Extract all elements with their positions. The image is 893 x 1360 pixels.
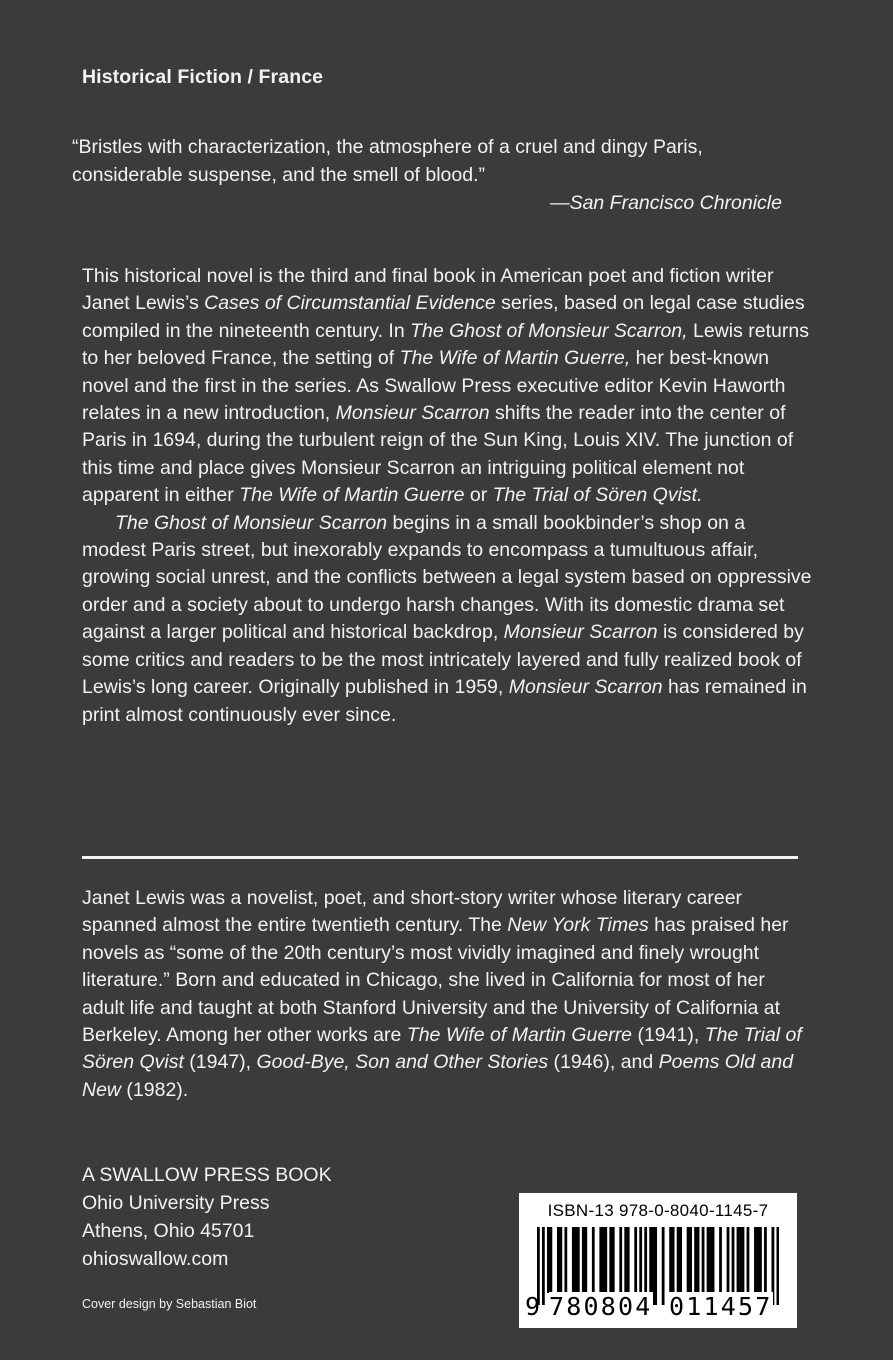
italic-title: Monsieur Scarron [503, 621, 658, 644]
barcode-first-digit: 9 [525, 1292, 541, 1321]
barcode-bar [694, 1227, 697, 1293]
isbn-label: ISBN-13 978-0-8040-1145-7 [547, 1201, 769, 1220]
quote-text: “Bristles with characterization, the atmosphere of a cruel and dingy Paris, considerable suspense, and the smell of blood.” [72, 136, 703, 186]
barcode-bar [737, 1227, 740, 1293]
barcode-bar [592, 1227, 595, 1293]
text-run: shifts the reader into the center of Paris in 1694, during the turbulent reign of the Sun King, Louis XIV. The junction of this time and place gives Monsieur Scarron an intriguing political element not apparent in either [82, 402, 794, 507]
barcode-bar [644, 1227, 647, 1293]
section-divider [82, 856, 798, 859]
italic-title: New York Times [507, 914, 649, 937]
barcode-bar [604, 1227, 607, 1293]
italic-title: Poems Old and New [82, 1051, 794, 1101]
quote-attribution [72, 189, 812, 217]
italic-title: The Ghost of Monsieur Scarron [115, 511, 388, 534]
barcode-bar [624, 1227, 627, 1293]
barcode-bar [612, 1227, 615, 1293]
barcode-bar [739, 1227, 742, 1293]
barcode-bar [702, 1227, 705, 1293]
barcode-bar [619, 1227, 622, 1293]
barcode-bar [549, 1227, 552, 1293]
barcode-bar [564, 1227, 567, 1293]
category-label: Historical Fiction / France [82, 66, 324, 88]
text-run: is considered by some critics and readers to be the most intricately layered and fully realized book of Lewis’s long career. Originally published in 1959, [82, 621, 804, 699]
barcode-bar [557, 1227, 560, 1293]
quote-dash: — [550, 192, 570, 214]
italic-title: The Wife of Martin Guerre [239, 484, 465, 507]
barcode-bar [559, 1227, 562, 1293]
text-run: has praised her novels as “some of the 20th century’s most vividly imagined and finely wrought literature.” Born and educated in Chicago, she lived in California for most of her adult life and taught at both Stanford University and the University of California at Berkeley. Among her other works are [82, 914, 789, 1047]
text-run: begins in a small bookbinder’s shop on a modest Paris street, but inexorably expands to encompass a tumultuous affair, growing social unrest, and the conflicts between a legal system based on oppressive order and a society about to undergo harsh changes. With its domestic drama set against a larger political and historical backdrop, [82, 511, 812, 644]
cover-design-credit: Cover design by Sebastian Biot [82, 1297, 257, 1311]
barcode-bar [689, 1227, 692, 1293]
barcode-bar [732, 1227, 735, 1293]
italic-title: The Trial of Sören Qvist [82, 1024, 802, 1074]
text-run: (1982). [121, 1078, 189, 1101]
barcode-bar [672, 1227, 675, 1293]
barcode-bar [759, 1227, 762, 1293]
barcode-bar [764, 1227, 767, 1293]
italic-title: The Ghost of Monsieur Scarron, [410, 319, 688, 342]
barcode-bar [754, 1227, 757, 1293]
text-run: (1946), and [548, 1051, 659, 1074]
barcode-bar [712, 1227, 715, 1293]
barcode-bar [599, 1227, 602, 1293]
italic-title: Cases of Circumstantial Evidence [204, 292, 496, 315]
barcode-bar [572, 1227, 575, 1293]
text-run: (1941), [632, 1024, 705, 1047]
barcode-bar [727, 1227, 730, 1293]
author-bio [82, 885, 812, 1104]
text-run: Lewis returns to her beloved France, the setting of [82, 319, 809, 370]
italic-title: The Trial of Sören Qvist. [492, 484, 703, 507]
barcode-left-digits: 780804 [549, 1292, 653, 1321]
italic-title: The Wife of Martin Guerre [406, 1024, 633, 1047]
publisher-name: Ohio University Press [82, 1192, 270, 1214]
barcode-bar [627, 1227, 630, 1293]
barcode-bar [639, 1227, 642, 1293]
italic-title: Monsieur Scarron [508, 676, 663, 699]
text-run: Janet Lewis was a novelist, poet, and short-story writer whose literary career spanned almost the entire twentieth century. The [82, 887, 743, 937]
barcode-bar [747, 1227, 750, 1293]
barcode-bar [649, 1227, 652, 1293]
barcode-bar [547, 1227, 550, 1293]
barcode-bar [634, 1227, 637, 1293]
barcode-bar [609, 1227, 612, 1293]
text-run: or [464, 484, 493, 507]
barcode-bar [669, 1227, 672, 1293]
barcode-bar [677, 1227, 680, 1293]
barcode-bar [709, 1227, 712, 1293]
barcode-bar [584, 1227, 587, 1293]
barcode-bar [582, 1227, 585, 1293]
barcode-bar [577, 1227, 580, 1293]
isbn-barcode [519, 1193, 797, 1328]
barcode-bar [602, 1227, 605, 1293]
text-run: her best-known novel and the first in the series. As Swallow Press executive editor Kevin Haworth relates in a new introduction, [82, 347, 786, 425]
barcode-bar [707, 1227, 710, 1293]
text-run: series, based on legal case studies compiled in the nineteenth century. In [82, 292, 805, 342]
review-quote [72, 133, 812, 217]
book-description [82, 263, 812, 729]
barcode-bar [719, 1227, 722, 1293]
quote-source: San Francisco Chronicle [569, 192, 782, 214]
publisher-imprint: A SWALLOW PRESS BOOK [82, 1164, 332, 1186]
barcode-bar [687, 1227, 690, 1293]
italic-title: Monsieur Scarron [335, 402, 490, 425]
text-run: This historical novel is the third and final book in American poet and fiction writer Janet Lewis’s [82, 265, 774, 315]
text-run: has remained in print almost continuously ever since. [82, 676, 807, 726]
italic-title: Good-Bye, Son and Other Stories [256, 1051, 549, 1074]
barcode-digits [519, 1292, 797, 1322]
publisher-info [82, 1161, 332, 1273]
publisher-address: Athens, Ohio 45701 [82, 1220, 255, 1242]
publisher-website: ohioswallow.com [82, 1248, 229, 1270]
italic-title: The Wife of Martin Guerre, [399, 347, 631, 370]
description-paragraph-1 [82, 263, 812, 510]
description-paragraph-2 [82, 510, 812, 729]
text-run: (1947), [183, 1051, 257, 1074]
barcode-bar [742, 1227, 745, 1293]
author-bio-paragraph [82, 885, 812, 1104]
barcode-right-digits: 011457 [669, 1292, 773, 1321]
barcode-bar [697, 1227, 700, 1293]
barcode-bar [574, 1227, 577, 1293]
barcode-bar [679, 1227, 682, 1293]
barcode-bar [757, 1227, 760, 1293]
